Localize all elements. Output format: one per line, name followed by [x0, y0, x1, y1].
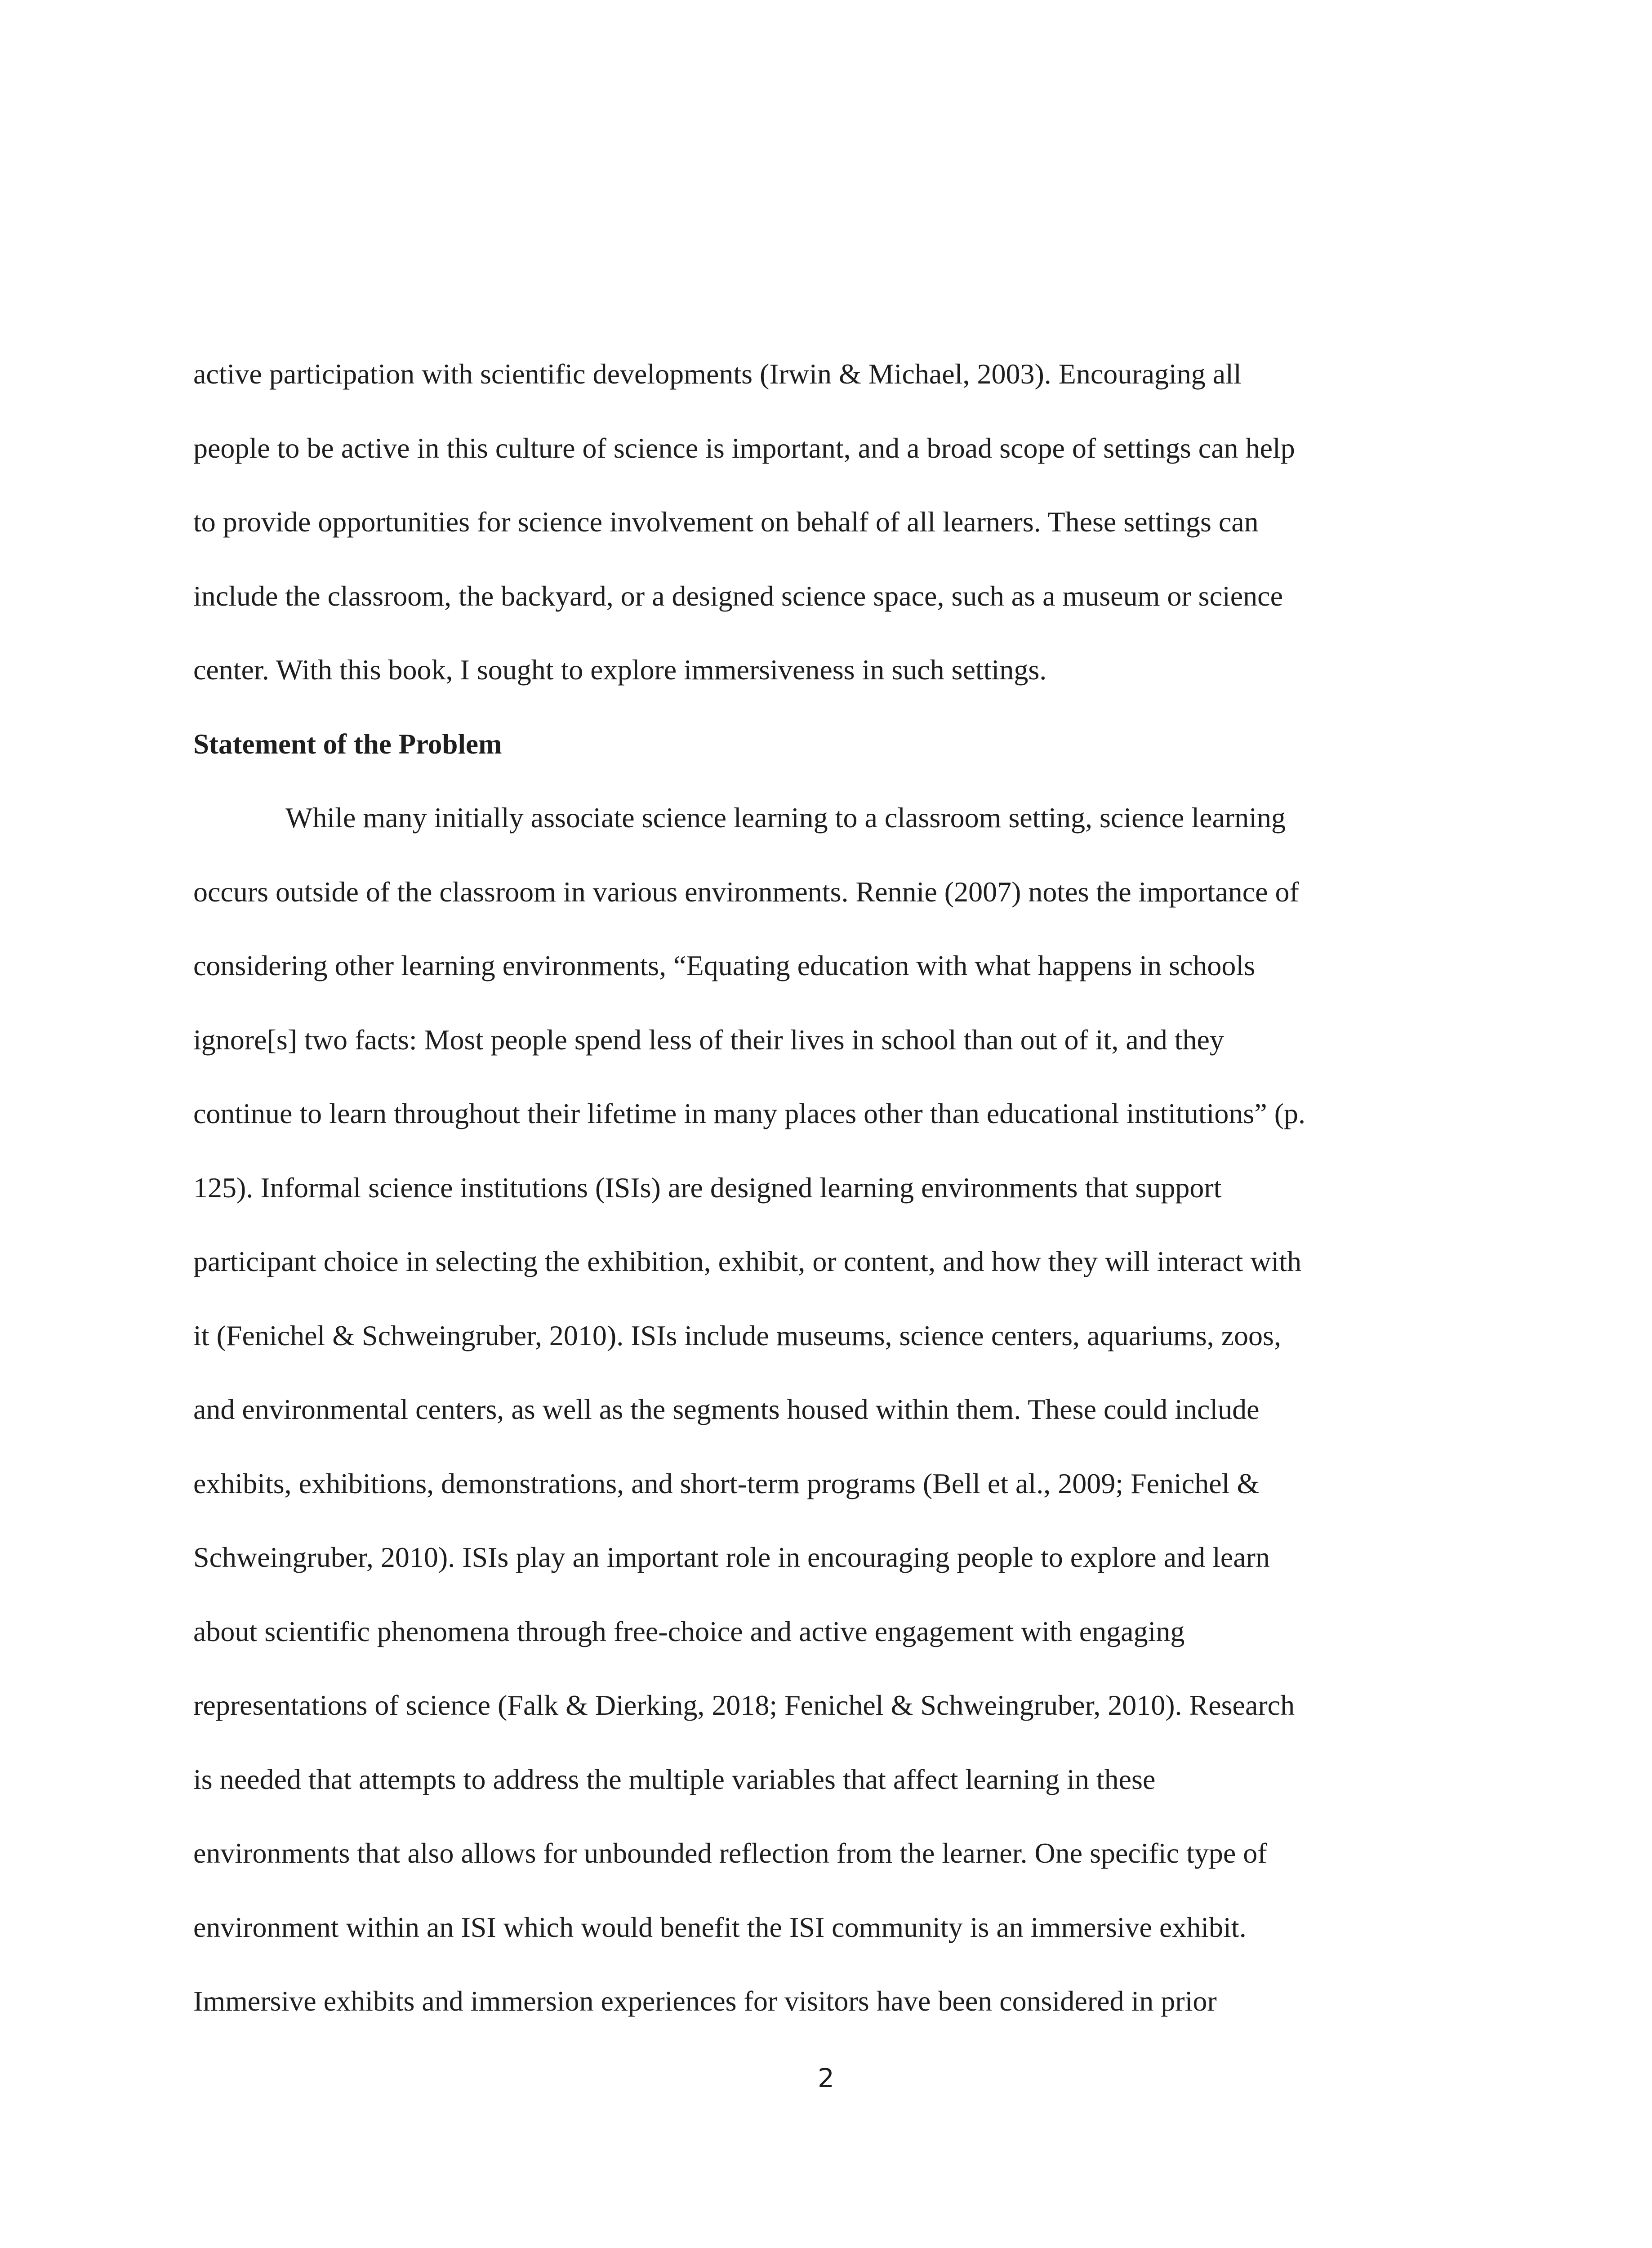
paragraph-line: center. With this book, I sought to explore immersiveness in such settings. [193, 654, 1047, 686]
paragraph-line: participant choice in selecting the exhibition, exhibit, or content, and how they will interact with [193, 1245, 1302, 1277]
paragraph-line: occurs outside of the classroom in various environments. Rennie (2007) notes the importance of [193, 875, 1299, 908]
paragraph-line: Schweingruber, 2010). ISIs play an important role in encouraging people to explore and learn [193, 1541, 1270, 1573]
paragraph-line: it (Fenichel & Schweingruber, 2010). ISIs include museums, science centers, aquariums, zoos, [193, 1319, 1281, 1351]
paragraph-line: about scientific phenomena through free-choice and active engagement with engaging [193, 1615, 1185, 1647]
paragraph-line: 125). Informal science institutions (ISIs) are designed learning environments that support [193, 1171, 1222, 1204]
paragraph-line: exhibits, exhibitions, demonstrations, and short-term programs (Bell et al., 2009; Fenichel & [193, 1467, 1260, 1499]
paragraph-line: to provide opportunities for science involvement on behalf of all learners. These settings can [193, 506, 1259, 538]
page-number: 2 [818, 2063, 834, 2093]
paragraph-line: While many initially associate science learning to a classroom setting, science learning [285, 802, 1286, 834]
body-text [193, 360, 1461, 2061]
paragraph-line: environment within an ISI which would benefit the ISI community is an immersive exhibit. [193, 1911, 1247, 1943]
paragraph-line: active participation with scientific developments (Irwin & Michael, 2003). Encouraging all [193, 358, 1242, 390]
paragraph-line: Immersive exhibits and immersion experiences for visitors have been considered in prior [193, 1985, 1217, 2017]
paragraph-line: is needed that attempts to address the multiple variables that affect learning in these [193, 1763, 1156, 1795]
paragraph-line: ignore[s] two facts: Most people spend less of their lives in school than out of it, and they [193, 1023, 1224, 1056]
paragraph-line: and environmental centers, as well as the segments housed within them. These could include [193, 1393, 1260, 1425]
paragraph-line: include the classroom, the backyard, or a designed science space, such as a museum or science [193, 580, 1283, 612]
section-heading: Statement of the Problem [193, 728, 502, 760]
paragraph-line: continue to learn throughout their lifetime in many places other than educational institutions” (p. [193, 1097, 1305, 1129]
paragraph-line: people to be active in this culture of science is important, and a broad scope of settings can help [193, 432, 1295, 464]
paragraph-line: environments that also allows for unbounded reflection from the learner. One specific type of [193, 1837, 1267, 1869]
paragraph-line: considering other learning environments, “Equating education with what happens in schools [193, 950, 1256, 981]
paragraph-line: representations of science (Falk & Dierking, 2018; Fenichel & Schweingruber, 2010). Research [193, 1689, 1295, 1721]
